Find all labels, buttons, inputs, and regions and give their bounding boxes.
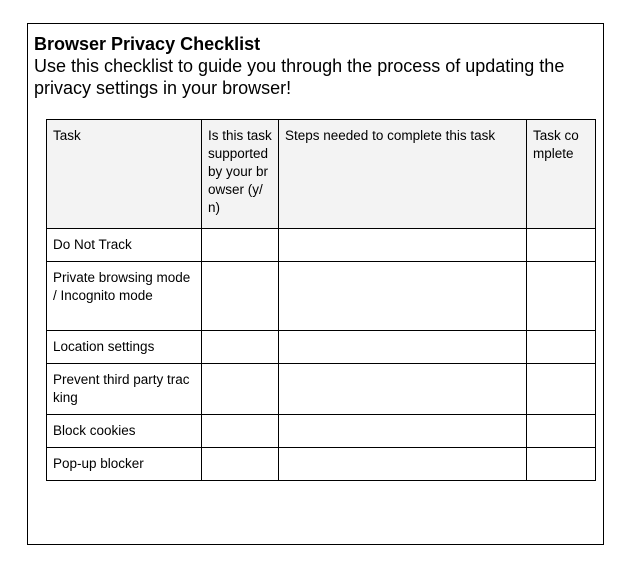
page-title: Browser Privacy Checklist <box>34 34 261 54</box>
supported-cell[interactable] <box>202 448 279 481</box>
page-subtitle: Use this checklist to guide you through the process of updating the privacy settings in your browser! <box>34 56 565 98</box>
complete-cell[interactable] <box>527 262 596 331</box>
task-cell: Do Not Track <box>47 229 202 262</box>
task-cell: Pop-up blocker <box>47 448 202 481</box>
table-row <box>47 262 596 331</box>
header-task: Task <box>47 120 202 229</box>
steps-cell[interactable] <box>279 415 527 448</box>
steps-cell[interactable] <box>279 331 527 364</box>
task-cell: Location settings <box>47 331 202 364</box>
table-row <box>47 448 596 481</box>
task-cell: Prevent third party tracking <box>47 364 202 415</box>
steps-cell[interactable] <box>279 262 527 331</box>
privacy-checklist-table <box>46 119 596 481</box>
task-cell: Private browsing mode / Incognito mode <box>47 262 202 331</box>
header-complete: Task complete <box>527 120 596 229</box>
table-row <box>47 364 596 415</box>
header-steps: Steps needed to complete this task <box>279 120 527 229</box>
table-row <box>47 229 596 262</box>
supported-cell[interactable] <box>202 229 279 262</box>
supported-cell[interactable] <box>202 331 279 364</box>
table-row <box>47 415 596 448</box>
complete-cell[interactable] <box>527 415 596 448</box>
table-header-row <box>47 120 596 229</box>
steps-cell[interactable] <box>279 229 527 262</box>
supported-cell[interactable] <box>202 415 279 448</box>
steps-cell[interactable] <box>279 448 527 481</box>
steps-cell[interactable] <box>279 364 527 415</box>
complete-cell[interactable] <box>527 229 596 262</box>
complete-cell[interactable] <box>527 364 596 415</box>
supported-cell[interactable] <box>202 262 279 331</box>
supported-cell[interactable] <box>202 364 279 415</box>
task-cell: Block cookies <box>47 415 202 448</box>
header-supported: Is this task supported by your browser (y/n) <box>202 120 279 229</box>
complete-cell[interactable] <box>527 448 596 481</box>
table-row <box>47 331 596 364</box>
complete-cell[interactable] <box>527 331 596 364</box>
